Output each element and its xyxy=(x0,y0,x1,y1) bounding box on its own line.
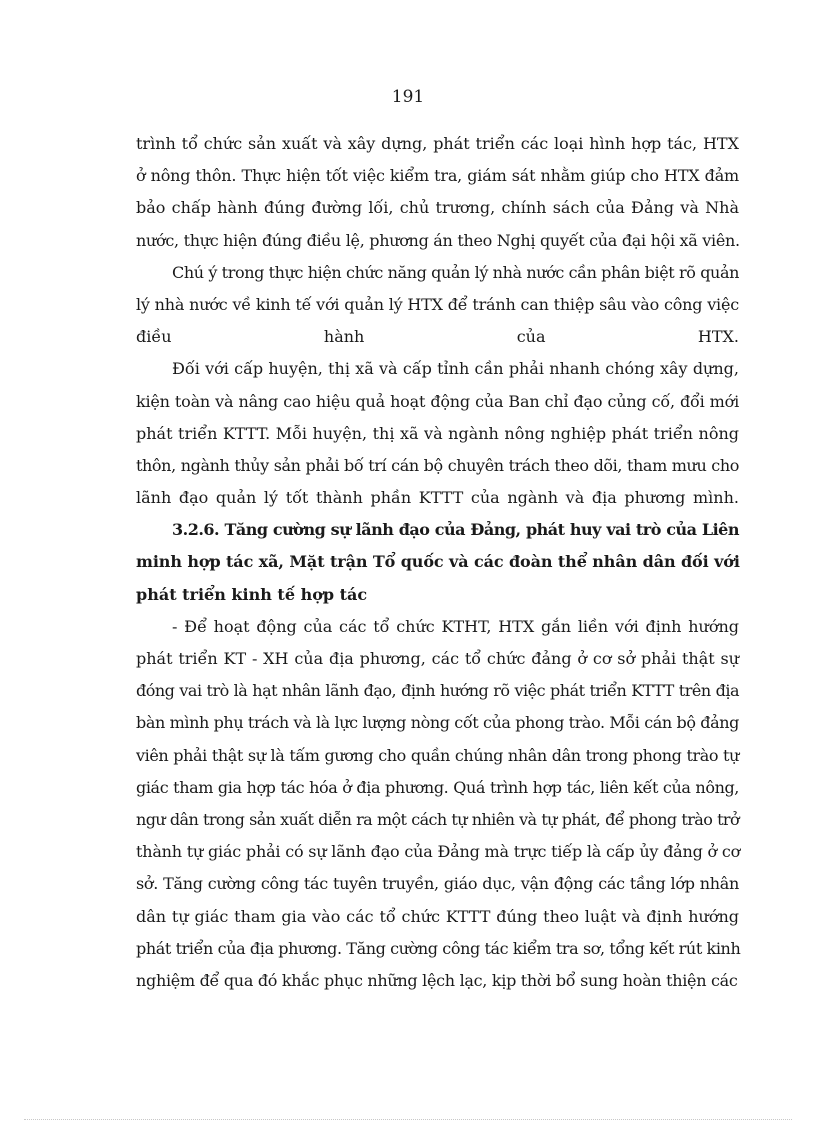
page-bottom-divider xyxy=(24,1119,792,1120)
section-heading: 3.2.6. Tăng cường sự lãnh đạo của Đảng, phát huy vai trò của Liên xyxy=(172,520,739,540)
text-line: bảo chấp hành đúng đường lối, chủ trương, chính sách của Đảng và Nhà xyxy=(136,198,739,218)
text-line: viên phải thật sự là tấm gương cho quần chúng nhân dân trong phong trào tự xyxy=(136,745,739,765)
text-line: sở. Tăng cường công tác tuyên truyền, giáo dục, vận động các tầng lớp nhân xyxy=(136,874,739,894)
text-line: thành tự giác phải có sự lãnh đạo của Đảng mà trực tiếp là cấp ủy đảng ở cơ xyxy=(136,842,741,862)
text-line: đóng vai trò là hạt nhân lãnh đạo, định hướng rõ việc phát triển KTTT trên địa xyxy=(136,681,739,701)
text-line: thôn, ngành thủy sản phải bố trí cán bộ chuyên trách theo dõi, tham mưu cho xyxy=(136,455,739,475)
text-line: Đối với cấp huyện, thị xã và cấp tỉnh cần phải nhanh chóng xây dựng, xyxy=(172,359,739,379)
page-number: 191 xyxy=(391,87,425,107)
section-heading: minh hợp tác xã, Mặt trận Tổ quốc và các đoàn thể nhân dân đối với xyxy=(136,552,740,572)
text-line: điều hành của HTX. xyxy=(136,327,739,347)
text-line: - Để hoạt động của các tổ chức KTHT, HTX gắn liền với định hướng xyxy=(172,616,739,636)
text-line: giác tham gia hợp tác hóa ở địa phương. Quá trình hợp tác, liên kết của nông, xyxy=(136,777,739,797)
text-line: dân tự giác tham gia vào các tổ chức KTTT đúng theo luật và định hướng xyxy=(136,906,739,926)
document-body xyxy=(136,128,739,997)
text-line: trình tổ chức sản xuất và xây dựng, phát triển các loại hình hợp tác, HTX xyxy=(136,134,739,153)
text-line: lý nhà nước về kinh tế với quản lý HTX để tránh can thiệp sâu vào công việc xyxy=(136,294,739,314)
text-line: Chú ý trong thực hiện chức năng quản lý nhà nước cần phân biệt rõ quản xyxy=(172,262,739,282)
text-line: lãnh đạo quản lý tốt thành phần KTTT của ngành và địa phương mình. xyxy=(136,488,739,508)
text-line: kiện toàn và nâng cao hiệu quả hoạt động của Ban chỉ đạo củng cố, đổi mới xyxy=(136,391,739,411)
text-line: phát triển KT - XH của địa phương, các tổ chức đảng ở cơ sở phải thật sự xyxy=(136,649,739,668)
text-line: ngư dân trong sản xuất diễn ra một cách tự nhiên và tự phát, để phong trào trở xyxy=(136,809,739,829)
text-line: phát triển KTTT. Mỗi huyện, thị xã và ngành nông nghiệp phát triển nông xyxy=(136,423,739,443)
section-heading: phát triển kinh tế hợp tác xyxy=(136,584,368,604)
text-line: bàn mình phụ trách và là lực lượng nòng cốt của phong trào. Mỗi cán bộ đảng xyxy=(136,713,739,733)
text-line: nghiệm để qua đó khắc phục những lệch lạc, kịp thời bổ sung hoàn thiện các xyxy=(136,970,738,990)
text-line: nước, thực hiện đúng điều lệ, phương án theo Nghị quyết của đại hội xã viên. xyxy=(136,230,740,250)
text-line: phát triển của địa phương. Tăng cường công tác kiểm tra sơ, tổng kết rút kinh xyxy=(136,938,741,958)
text-line: ở nông thôn. Thực hiện tốt việc kiểm tra, giám sát nhằm giúp cho HTX đảm xyxy=(136,166,739,186)
